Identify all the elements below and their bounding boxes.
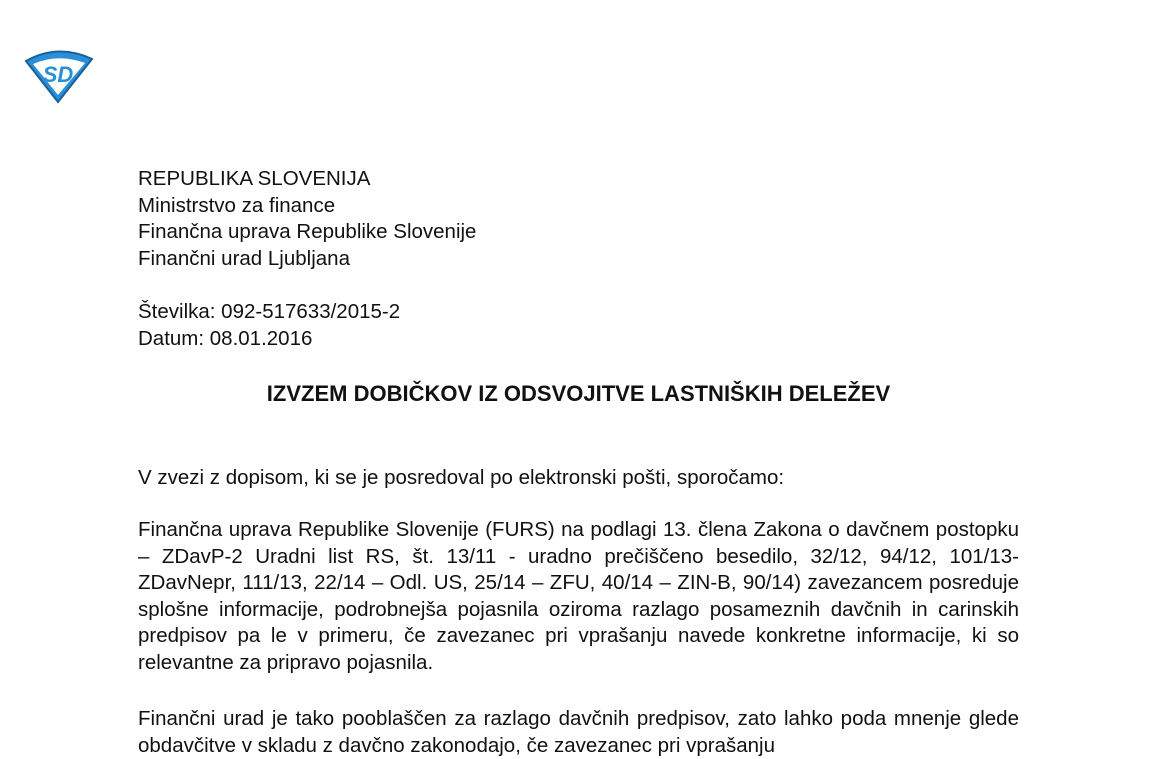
document-date: Datum: 08.01.2016 [138,326,313,350]
paragraph-furs-basis: Finančna uprava Republike Slovenije (FURS) na podlagi 13. člena Zakona o davčnem postopku – ZDavP-2 Uradni list RS, št. 13/11 - uradno prečiščeno besedilo, 32/12, 94/12, 101/13-ZDavNepr, 111/13, 22/14 – Odl. US, 25/14 – ZFU, 40/14 – ZIN-B, 90/14) zavezancem posreduje splošne informacije, podrobnejša pojasnila oziroma razlago posameznih davčnih in carinskih predpisov pa le v primeru, če zavezanec pri vprašanju navede konkretne informacije, ki so relevantne za pripravo pojasnila. [138,518,1019,674]
svg-text:SD: SD [42,62,74,87]
issuer-office: Finančni urad Ljubljana [138,246,350,270]
issuer-block [138,166,476,272]
furs-logo [22,49,95,104]
paragraph-intro: V zvezi z dopisom, ki se je posredoval po elektronski pošti, sporočamo: [138,466,785,489]
issuer-republic: REPUBLIKA SLOVENIJA [138,167,371,190]
paragraph-office-authority: Finančni urad je tako pooblaščen za razlago davčnih predpisov, zato lahko poda mnenje glede obdavčitve v skladu z davčno zakonodajo, če zavezanec pri vprašanju [138,707,1019,757]
document-number: Številka: 092-517633/2015-2 [138,300,401,323]
issuer-ministry: Ministrstvo za finance [138,193,336,217]
document-meta [138,299,400,352]
issuer-administration: Finančna uprava Republike Slovenije [138,220,477,243]
document-title: IZVZEM DOBIČKOV IZ ODSVOJITVE LASTNIŠKIH DELEŽEV [266,381,891,406]
